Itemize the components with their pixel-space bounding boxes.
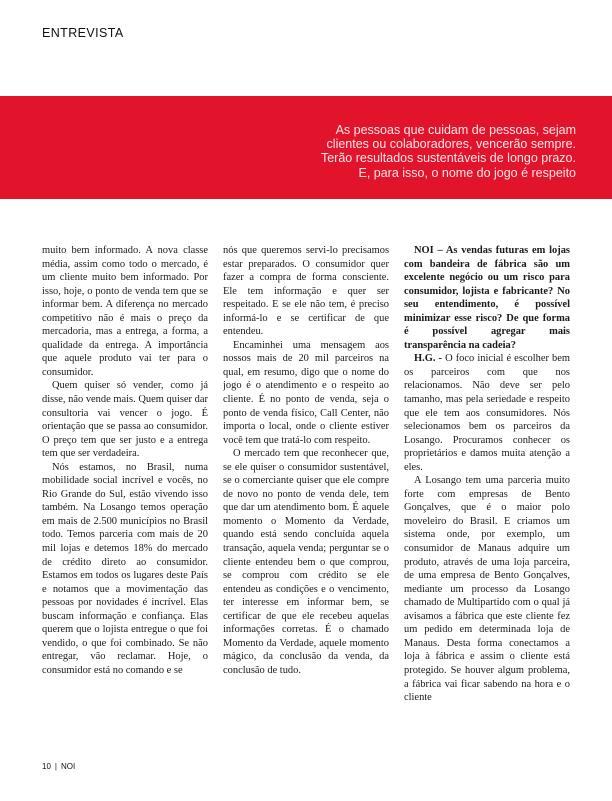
paragraph: O mercado tem que reconhecer que, se ele quiser o consumidor sustentável, se o comerciante quiser que ele compre de novo no ponto de venda dele, tem que dar um atendimento bom. É aquele momento o Momento da Verdade, quando está sendo concluída aquela transação, aquela venda; perguntar se o cliente entendeu bem o que comprou, se comprou com crédito se ele entendeu as condições e o vencimento, ter interesse em informar bem, se certificar de que ele recebeu aquelas informações corretas. É o chamado Momento da Verdade, aquele momento mágico, da conclusão da venda, da conclusão de tudo. <box>223 448 389 676</box>
pull-quote <box>136 123 576 180</box>
paragraph: Encaminhei uma mensagem aos nossos mais de 20 mil parceiros na qual, em resumo, digo que o nome do jogo é o atendimento e o respeito ao cliente. É no ponto de venda, seja o ponto de venda físico, Call Center, não importa o local, onde o cliente estiver você tem que tratá-lo com respeito. <box>223 339 389 446</box>
text-column-1 <box>42 244 208 716</box>
quote-line: clientes ou colaboradores, vencerão sempre. <box>326 137 576 152</box>
interview-answer: H.G. - O foco inicial é escolher bem os parceiros com que nos relacionamos. Não deve ser pelo tamanho, mas pela seriedade e respeito que ele tem aos consumidores. Nós selecionamos bem os parceiros da Losango. Procuramos conhecer os proprietários e damos muita atenção a eles. <box>404 353 570 473</box>
magazine-name: NOI <box>60 762 76 771</box>
footer-separator: | <box>54 762 57 771</box>
text-column-3 <box>404 244 570 716</box>
page-footer <box>42 762 75 771</box>
quote-line: E, para isso, o nome do jogo é respeito <box>358 165 576 180</box>
paragraph: muito bem informado. A nova classe média, assim como todo o mercado, é um cliente muito bem informado. Por isso, hoje, o ponto de venda tem que se informar bem. A diferença no mercado competitivo não é mais o preço da mercadoria, mas a entrega, a forma, a qualidade da entrega. A importância que aquele produto vai ter para o consumidor. <box>42 245 208 378</box>
paragraph: nós que queremos servi-lo precisamos estar preparados. O consumidor quer fazer a compra de forma consciente. Ele tem informação e quer ser respeitado. E se ele não tem, é preciso informá-lo e se certificar de que entendeu. <box>223 245 389 338</box>
article-body <box>42 244 570 716</box>
paragraph: A Losango tem uma parceria muito forte com empresas de Bento Gonçalves, que é o maior polo moveleiro do Brasil. E criamos um sistema onde, por exemplo, um consumidor de Manaus adquire um produto, através de uma loja parceira, de uma empresa de Bento Gonçalves, mediante um processo da Losango chamado de Multipartido com o qual já avisamos a fábrica que este cliente fez um pedido em determinada loja de Manaus. Desta forma conectamos a loja à fábrica e assim o cliente está protegido. Se houver algum problema, a fábrica vai ficar sabendo na hora e o cliente <box>404 475 570 704</box>
paragraph: Quem quiser só vender, como já disse, não vende mais. Quem quiser dar consultoria vai vencer o jogo. É orientação que se passa ao consumidor. O preço tem que ser justo e a entrega tem que ser verdadeira. <box>42 380 208 460</box>
interview-question: NOI – As vendas futuras em lojas com bandeira de fábrica são um excelente negócio ou um risco para consumidor, lojista e fabricante? No seu entendimento, é possível minimizar esse risco? De que forma é possível agregar mais transparência na cadeia? <box>404 245 570 351</box>
paragraph: Nós estamos, no Brasil, numa mobilidade social incrível e vocês, no Rio Grande do Sul, estão vivendo isso também. Na Losango temos operação em mais de 2.500 municípios no Brasil todo. Temos parceria com mais de 20 mil lojas e detemos 18% do mercado de crédito direto ao consumidor. Estamos em todos os lugares deste País e notamos que a movimentação das pessoas por novidades é incrível. Elas buscam informação e confiança. Elas querem que o lojista entregue o que foi vendido, o que foi combinado. Se não entregar, vão reclamar. Hoje, o consumidor está no comando e se <box>42 461 208 676</box>
quote-line: As pessoas que cuidam de pessoas, sejam <box>335 123 576 137</box>
section-label: ENTREVISTA <box>42 26 124 40</box>
quote-line: Terão resultados sustentáveis de longo prazo. <box>320 151 576 166</box>
speaker-label: H.G. - <box>414 353 443 365</box>
page-number: 10 <box>42 762 51 771</box>
text-column-2 <box>223 244 389 716</box>
quote-banner <box>0 96 612 199</box>
